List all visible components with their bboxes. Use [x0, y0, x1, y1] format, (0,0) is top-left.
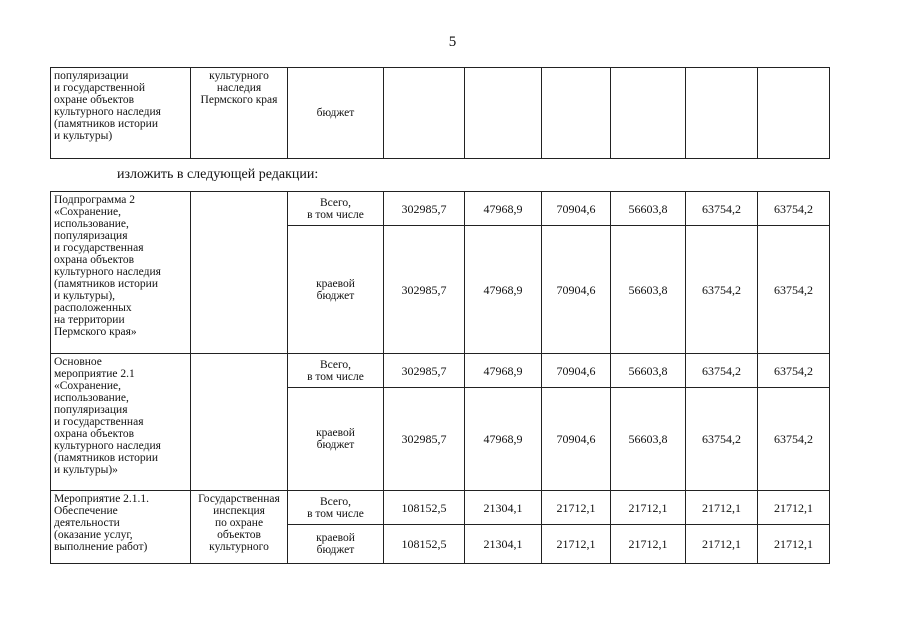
page-number: 5	[448, 34, 457, 50]
value-cell	[384, 68, 465, 159]
value-cell: 63754,2	[686, 226, 758, 354]
executor-cell	[191, 354, 288, 491]
source-cell: Всего, в том числе	[288, 192, 384, 226]
table-row	[51, 68, 830, 159]
value-cell	[465, 68, 542, 159]
value-cell: 21712,1	[611, 491, 686, 525]
value-cell: 21712,1	[686, 491, 758, 525]
value-cell: 56603,8	[611, 388, 686, 491]
program-cell: Мероприятие 2.1.1. Обеспечение деятельности (оказание услуг, выполнение работ)	[51, 491, 191, 564]
value-cell: 63754,2	[758, 226, 830, 354]
value-cell: 63754,2	[686, 388, 758, 491]
value-cell	[686, 68, 758, 159]
value-cell: 47968,9	[465, 354, 542, 388]
value-cell: 302985,7	[384, 388, 465, 491]
value-cell: 21304,1	[465, 491, 542, 525]
program-table	[50, 191, 830, 564]
value-cell: 63754,2	[758, 354, 830, 388]
value-cell: 56603,8	[611, 192, 686, 226]
source-cell: краевой бюджет	[288, 525, 384, 564]
value-cell: 302985,7	[384, 192, 465, 226]
value-cell: 47968,9	[465, 388, 542, 491]
value-cell: 47968,9	[465, 226, 542, 354]
intro-text: изложить в следующей редакции:	[117, 167, 319, 182]
continued-table	[50, 67, 830, 159]
value-cell	[611, 68, 686, 159]
value-cell	[758, 68, 830, 159]
source-cell: Всего, в том числе	[288, 491, 384, 525]
value-cell: 47968,9	[465, 192, 542, 226]
value-cell: 70904,6	[542, 226, 611, 354]
value-cell: 21712,1	[758, 525, 830, 564]
source-cell: краевой бюджет	[288, 226, 384, 354]
value-cell: 70904,6	[542, 354, 611, 388]
value-cell: 108152,5	[384, 525, 465, 564]
value-cell	[542, 68, 611, 159]
value-cell: 21712,1	[611, 525, 686, 564]
executor-cell: Государственная инспекция по охране объектов культурного	[191, 491, 288, 564]
value-cell: 108152,5	[384, 491, 465, 525]
value-cell: 63754,2	[686, 354, 758, 388]
program-cell: популяризации и государственной охране объектов культурного наследия (памятников истории и культуры)	[51, 68, 191, 159]
program-cell: Подпрограмма 2 «Сохранение, использование, популяризация и государственная охрана объектов культурного наследия (памятников истории и культуры), расположенных на территории Пермского края»	[51, 192, 191, 354]
value-cell: 70904,6	[542, 192, 611, 226]
source-cell: бюджет	[288, 68, 384, 159]
value-cell: 70904,6	[542, 388, 611, 491]
table-row	[51, 354, 830, 388]
value-cell: 21712,1	[542, 525, 611, 564]
value-cell: 21712,1	[758, 491, 830, 525]
value-cell: 302985,7	[384, 226, 465, 354]
table-row	[51, 192, 830, 226]
source-cell: Всего, в том числе	[288, 354, 384, 388]
value-cell: 21712,1	[542, 491, 611, 525]
source-cell: краевой бюджет	[288, 388, 384, 491]
value-cell: 63754,2	[686, 192, 758, 226]
value-cell: 21304,1	[465, 525, 542, 564]
value-cell: 56603,8	[611, 354, 686, 388]
program-cell: Основное мероприятие 2.1 «Сохранение, использование, популяризация и государственная охрана объектов культурного наследия (памятников истории и культуры)»	[51, 354, 191, 491]
value-cell: 63754,2	[758, 388, 830, 491]
executor-cell	[191, 192, 288, 354]
value-cell: 63754,2	[758, 192, 830, 226]
value-cell: 302985,7	[384, 354, 465, 388]
value-cell: 56603,8	[611, 226, 686, 354]
executor-cell: культурного наследия Пермского края	[191, 68, 288, 159]
table-row	[51, 491, 830, 525]
value-cell: 21712,1	[686, 525, 758, 564]
